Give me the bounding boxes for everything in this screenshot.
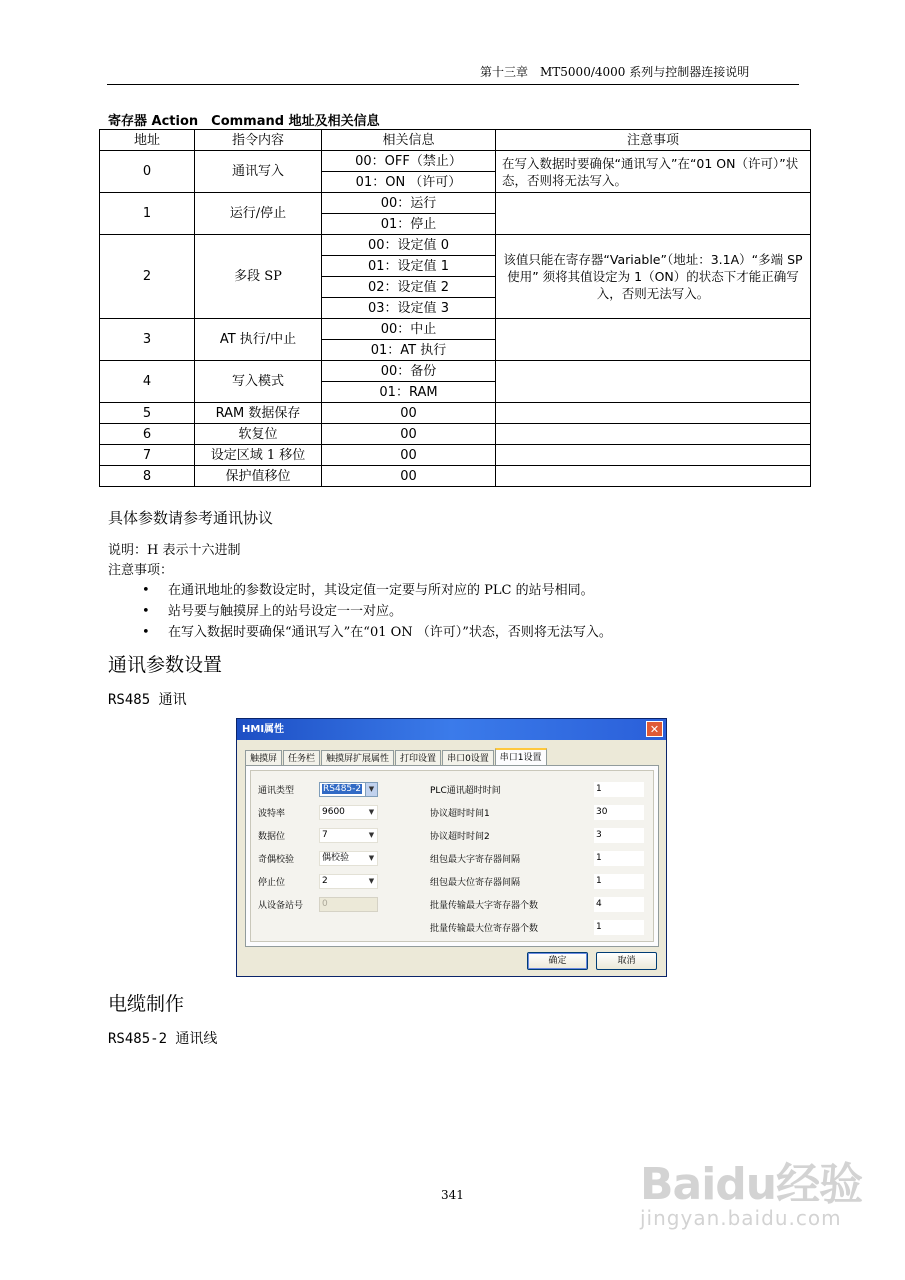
baud-rate-select[interactable] xyxy=(319,805,378,820)
tab-panel xyxy=(245,765,659,947)
comm-type-value: RS485-2 xyxy=(323,784,362,794)
slave-id-input[interactable] xyxy=(319,897,378,912)
list-item xyxy=(142,600,402,619)
comm-type-label: 通讯类型 xyxy=(258,786,295,796)
cell-address: 8 xyxy=(100,466,195,487)
chevron-down-icon[interactable]: ▼ xyxy=(368,877,375,885)
protocol-timeout1-input[interactable]: 30 xyxy=(594,805,644,820)
cell-note-empty xyxy=(496,445,811,466)
chevron-down-icon[interactable]: ▼ xyxy=(368,808,375,816)
cell-note-empty xyxy=(496,403,811,424)
cell-info: 00：中止 xyxy=(322,319,496,340)
cell-note-empty xyxy=(496,361,811,403)
baud-rate-label: 波特率 xyxy=(258,809,286,819)
data-bits-label: 数据位 xyxy=(258,832,286,842)
heading-comm-settings: 通讯参数设置 xyxy=(108,654,223,676)
cell-note-empty xyxy=(496,319,811,361)
slave-id-label: 从设备站号 xyxy=(258,901,304,911)
table-row xyxy=(100,445,811,466)
data-bits-value: 7 xyxy=(322,830,328,840)
page-number: 341 xyxy=(441,1188,464,1202)
baud-rate-value: 9600 xyxy=(322,807,345,817)
cell-info: 00 xyxy=(322,445,496,466)
header-notes: 注意事项 xyxy=(496,130,811,151)
chevron-down-icon[interactable]: ▼ xyxy=(368,854,375,862)
protocol-reference: 具体参数请参考通讯协议 xyxy=(108,509,274,527)
cell-address: 3 xyxy=(100,319,195,361)
list-item xyxy=(142,621,612,640)
cell-note-empty xyxy=(496,466,811,487)
table-row xyxy=(100,361,811,382)
tab-port1[interactable]: 串口1设置 xyxy=(495,748,547,766)
cell-command: 保护值移位 xyxy=(195,466,322,487)
comm-type-select[interactable] xyxy=(319,782,378,797)
page-header: 第十三章 MT5000/4000 系列与控制器连接说明 xyxy=(480,65,750,79)
bullet-text: 在写入数据时要确保“通讯写入”在“01 ON （许可）”状态，否则将无法写入。 xyxy=(168,625,612,640)
cell-info: 01：ON （许可） xyxy=(322,172,496,193)
cancel-button[interactable]: 取消 xyxy=(596,952,657,970)
tab-taskbar[interactable]: 任务栏 xyxy=(283,750,320,766)
table-row xyxy=(100,466,811,487)
cell-note: 在写入数据时要确保“通讯写入”在“01 ON（许可）”状态，否则将无法写入。 xyxy=(496,151,811,193)
chevron-down-icon[interactable]: ▼ xyxy=(365,783,377,796)
cell-command: 软复位 xyxy=(195,424,322,445)
plc-timeout-label: PLC通讯超时时间 xyxy=(430,786,501,796)
cell-address: 6 xyxy=(100,424,195,445)
cell-command: 设定区域 1 移位 xyxy=(195,445,322,466)
chevron-down-icon[interactable]: ▼ xyxy=(368,831,375,839)
cell-info: 00 xyxy=(322,424,496,445)
header-rule xyxy=(107,84,799,85)
data-bits-select[interactable] xyxy=(319,828,378,843)
cell-info: 00 xyxy=(322,466,496,487)
cell-command: 通讯写入 xyxy=(195,151,322,193)
settings-area xyxy=(250,770,654,942)
tab-print[interactable]: 打印设置 xyxy=(395,750,441,766)
tab-touchscreen[interactable]: 触摸屏 xyxy=(245,750,282,766)
cell-info: 00：设定值 0 xyxy=(322,235,496,256)
tab-port0[interactable]: 串口0设置 xyxy=(442,750,494,766)
cell-info: 00：运行 xyxy=(322,193,496,214)
table-header-row xyxy=(100,130,811,151)
cell-info: 01：设定值 1 xyxy=(322,256,496,277)
max-bit-gap-label: 组包最大位寄存器间隔 xyxy=(430,878,521,888)
cell-info: 00：备份 xyxy=(322,361,496,382)
table-row xyxy=(100,235,811,256)
parity-label: 奇偶校验 xyxy=(258,855,295,865)
table-row xyxy=(100,424,811,445)
max-bit-gap-input[interactable]: 1 xyxy=(594,874,644,889)
table-row xyxy=(100,193,811,214)
stop-bits-label: 停止位 xyxy=(258,878,286,888)
bullet-icon: • xyxy=(142,604,150,619)
cell-info: 01：停止 xyxy=(322,214,496,235)
cell-command: 运行/停止 xyxy=(195,193,322,235)
cell-info: 00 xyxy=(322,403,496,424)
cell-address: 0 xyxy=(100,151,195,193)
max-bit-count-label: 批量传输最大位寄存器个数 xyxy=(430,924,539,934)
cell-address: 1 xyxy=(100,193,195,235)
list-item xyxy=(142,579,594,598)
table-row xyxy=(100,403,811,424)
rs485-label: RS485 通讯 xyxy=(108,692,187,708)
watermark-logo-text: Baidu经验 xyxy=(640,1159,863,1210)
cell-info: 01：RAM xyxy=(322,382,496,403)
protocol-timeout1-label: 协议超时时间1 xyxy=(430,809,490,819)
max-bit-count-input[interactable]: 1 xyxy=(594,920,644,935)
cell-info: 02：设定值 2 xyxy=(322,277,496,298)
header-address: 地址 xyxy=(100,130,195,151)
bullet-icon: • xyxy=(142,625,150,640)
cell-address: 4 xyxy=(100,361,195,403)
protocol-timeout2-label: 协议超时时间2 xyxy=(430,832,490,842)
dialog-tabs xyxy=(245,748,548,766)
stop-bits-select[interactable] xyxy=(319,874,378,889)
bullet-text: 站号要与触摸屏上的站号设定一一对应。 xyxy=(168,604,403,619)
table-row xyxy=(100,151,811,172)
hmi-properties-dialog xyxy=(236,718,667,977)
cell-address: 5 xyxy=(100,403,195,424)
header-info: 相关信息 xyxy=(322,130,496,151)
max-word-gap-label: 组包最大字寄存器间隔 xyxy=(430,855,521,865)
tab-extended[interactable]: 触摸屏扩展属性 xyxy=(321,750,394,766)
protocol-timeout2-input[interactable]: 3 xyxy=(594,828,644,843)
parity-select[interactable] xyxy=(319,851,378,866)
max-word-count-input[interactable]: 4 xyxy=(594,897,644,912)
cell-command: RAM 数据保存 xyxy=(195,403,322,424)
close-icon[interactable]: ✕ xyxy=(646,721,663,737)
dialog-title: HMI属性 xyxy=(237,719,666,740)
watermark-url: jingyan.baidu.com xyxy=(640,1206,842,1230)
cell-note: 该值只能在寄存器“Variable”（地址：3.1A）“多端 SP 使用” 须将其值设定为 1（ON）的状态下才能正确写入，否则无法写入。 xyxy=(496,235,811,319)
cell-note-empty xyxy=(496,193,811,235)
table-row xyxy=(100,319,811,340)
watermark xyxy=(640,1148,862,1230)
register-table xyxy=(99,129,811,487)
cell-info: 00：OFF（禁止） xyxy=(322,151,496,172)
bullet-text: 在通讯地址的参数设定时，其设定值一定要与所对应的 PLC 的站号相同。 xyxy=(168,583,594,598)
hex-note: 说明：H 表示十六进制 xyxy=(108,543,241,558)
attention-label: 注意事项： xyxy=(108,563,174,578)
cable-label: RS485-2 通讯线 xyxy=(108,1031,218,1047)
cell-note-empty xyxy=(496,424,811,445)
cell-command: 写入模式 xyxy=(195,361,322,403)
cell-address: 2 xyxy=(100,235,195,319)
cell-command: AT 执行/中止 xyxy=(195,319,322,361)
bullet-icon: • xyxy=(142,583,150,598)
cell-info: 01：AT 执行 xyxy=(322,340,496,361)
heading-cable: 电缆制作 xyxy=(108,993,185,1015)
plc-timeout-input[interactable]: 1 xyxy=(594,782,644,797)
cell-address: 7 xyxy=(100,445,195,466)
section-title xyxy=(108,110,380,129)
cell-command: 多段 SP xyxy=(195,235,322,319)
section-title-text: 寄存器 Action Command 地址及相关信息 xyxy=(108,114,380,129)
slave-id-value: 0 xyxy=(322,899,328,909)
stop-bits-value: 2 xyxy=(322,876,328,886)
max-word-count-label: 批量传输最大字寄存器个数 xyxy=(430,901,539,911)
header-command: 指令内容 xyxy=(195,130,322,151)
max-word-gap-input[interactable]: 1 xyxy=(594,851,644,866)
cell-info: 03：设定值 3 xyxy=(322,298,496,319)
ok-button[interactable]: 确定 xyxy=(527,952,588,970)
parity-value: 偶校验 xyxy=(322,853,350,863)
